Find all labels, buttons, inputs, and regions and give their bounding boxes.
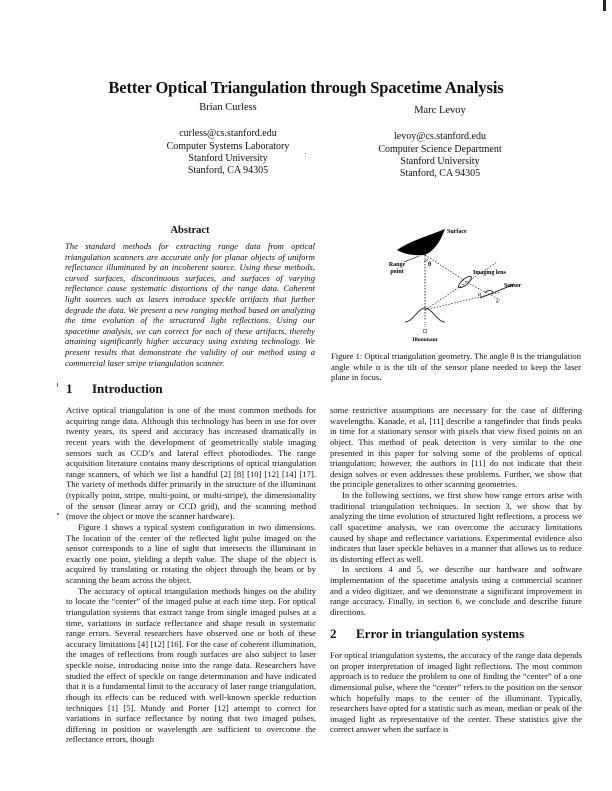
paragraph: In the following sections, we first show how range errors arise with traditional triangulation techniques. In section 3, we show that by analyzing the time evolution of structured light reflections, a process we call spacetime analysis, we can overcome the accuracy limitations caused by shape and reflectance variations. Experimental evidence also indicates that laser speckle behaves in a manner that allows us to reduce its distorting effect as well. (330, 490, 582, 564)
sensor-label: Sensor (504, 283, 522, 289)
author-2 (335, 105, 545, 180)
intro-left-column (66, 405, 316, 745)
author-institution: Stanford University (400, 155, 480, 167)
section-number: 2 (330, 626, 337, 641)
scan-speck (305, 153, 306, 154)
author-name: Brian Curless (199, 102, 257, 113)
author-dept: Computer Systems Laboratory (166, 140, 290, 152)
author-dept: Computer Science Department (378, 143, 502, 155)
figure-1 (340, 222, 540, 347)
figure-1-caption: Figure 1: Optical triangulation geometry. The angle θ is the triangulation angle while α is the tilt of the sensor plane needed to keep the laser plane in focus. (331, 351, 581, 383)
author-email: levoy@cs.stanford.edu (394, 131, 486, 143)
author-address: Stanford, CA 94305 (399, 168, 481, 180)
surface-shape (397, 229, 445, 255)
intro-right-column (330, 405, 582, 618)
paragraph: For optical triangulation systems, the accuracy of the range data depends on proper interpretation of imaged light reflections. The most common approach is to reduce the problem to one of finding the “center” of a one dimensional pulse, where the “center” refers to the position on the sensor which hopefully maps to the center of the illuminant. Typically, researchers have opted for a statistic such as mean, median or peak of the imaged light as representative of the center. These statistics give the correct answer when the surface is (330, 650, 582, 735)
abstract-heading: Abstract (170, 225, 210, 236)
author-email: curless@cs.stanford.edu (179, 128, 277, 140)
section-2-heading (330, 626, 524, 642)
paragraph: The accuracy of optical triangulation methods hinges on the ability to locate the “center” of the imaged pulse at each time step. For optical triangulation systems that extract range from single imaged pulses at a time, variations in surface reflectance and shape result in systematic range errors. Several researchers have observed one or both of these accuracy limitations [4] [12] [16]. For the case of coherent illumination, the images of reflections from rough surfaces are also subject to laser speckle noise, introducing noise into the range data. Researchers have studied the effect of speckle on range determination and have indicated that it is a fundamental limit to the accuracy of laser range triangulation, though its effects can be reduced with well-known speckle reduction techniques [1] [5]. Mundy and Porter [12] attempt to correct for variations in surface reflectance by noting that two imaged pulses, differing in position or wavelength are sufficient to overcome the reflectance errors, though (66, 585, 316, 745)
author-name: Marc Levoy (414, 105, 466, 116)
d-label: d (496, 300, 499, 305)
alpha-label: α (478, 292, 482, 298)
scan-speck (57, 383, 58, 387)
section-title: Introduction (92, 381, 163, 396)
author-address: Stanford, CA 94305 (187, 165, 269, 177)
section-1-heading (66, 381, 163, 397)
paragraph: Active optical triangulation is one of the most common methods for acquiring range data. Although this technology has been in use for over twenty years, its speed and accuracy has increased dramatically in recent years with the development of geometrically stable imaging sensors such as CCD’s and lateral effect photodiodes. The range acquisition literature contains many descriptions of optical triangulation range scanners, of which we list a handful [2] [8] [10] [12] [14] [17]. The variety of methods differ primarily in the structure of the illuminant (typically point, stripe, multi-point, or multi-stripe), the dimensionality of the sensor (linear array or CCD grid), and the scanning method (move the object or move the scanner hardware). (66, 405, 316, 522)
point-label: point (390, 269, 404, 275)
illuminant-label: Illuminant (412, 337, 438, 343)
author-institution: Stanford University (188, 152, 268, 164)
surface-label: Surface (447, 229, 467, 235)
author-1 (128, 102, 328, 177)
theta-label: θ (428, 262, 432, 268)
paper-title: Better Optical Triangulation through Spacetime Analysis (108, 78, 504, 97)
section-title: Error in triangulation systems (356, 626, 525, 641)
section-number: 1 (66, 381, 73, 396)
paragraph: In sections 4 and 5, we describe our hardware and software implementation of the spacetime analysis using a commercial scanner and a video digitizer, and we demonstrate a significant improvement in range accuracy. Finally, in section 6, we conclude and describe future directions. (330, 564, 582, 617)
paragraph: Figure 1 shows a typical system configuration in two dimensions. The location of the center of the reflected light pulse imaged on the sensor corresponds to a line of sight that intersects the illuminant in exactly one point, yielding a depth value. The shape of the object is acquired by translating or rotating the object through the beam or by scanning the beam across the object. (66, 521, 316, 585)
range-label: Range (388, 262, 406, 268)
abstract-text: The standard methods for extracting range data from optical triangulation scanners are accurate only for planar objects of uniform reflectance illuminated by an incoherent source. Using these methods, curved surfaces, discontinuous surfaces, and surfaces of varying reflectance cause systematic distortions of the range data. Coherent light sources such as lasers introduce speckle artifacts that further degrade the data. We present a new ranging method based on analyzing the time evolution of the structured light reflections. Using our spacetime analysis, we can correct for each of these artifacts, thereby attaining significantly higher accuracy using existing technology. We present results that demonstrate the validity of our method using a commercial laser stripe triangulation scanner. (65, 241, 315, 368)
paragraph: some restrictive assumptions are necessary for the case of differing wavelengths. Kanade, et al, [11] describe a rangefinder that finds peaks in time for a stationary sensor with pixels that view fixed points on an object. This method of peak detection is very similar to the one presented in this paper for solving some of the problems of optical triangulation; however, the authors in [11] do not indicate that their design solves or even addresses these problems. Further, we show that the principle generalizes to other scanning geometries. (330, 405, 582, 490)
triangulation-diagram (340, 222, 540, 347)
section-2-body (330, 650, 582, 735)
scan-corner-mark (603, 0, 606, 11)
imaging-lens-label: Imaging lens (473, 270, 506, 276)
scan-speck (57, 513, 59, 515)
